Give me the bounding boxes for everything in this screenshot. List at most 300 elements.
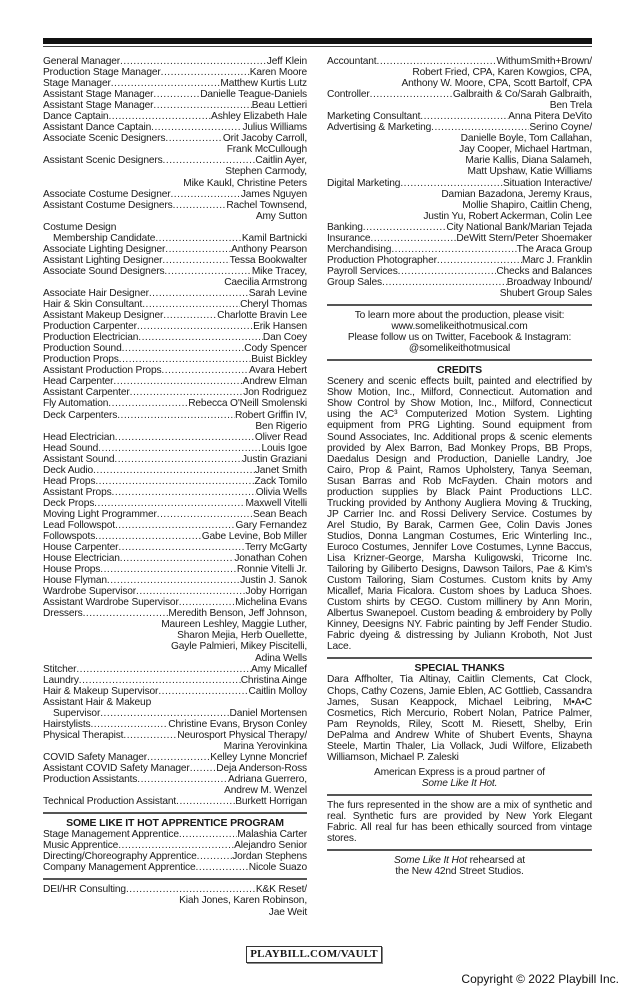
credit-row [43, 465, 307, 476]
credit-role: Banking [327, 221, 363, 233]
credit-name-continued: Ben Trela [549, 100, 592, 112]
credit-role: Wardrobe Supervisor [43, 586, 137, 598]
rehearsed-line-2: the New 42nd Street Studios. [395, 866, 524, 878]
right-column [327, 56, 592, 877]
credit-role: COVID Safety Manager [43, 751, 148, 763]
credit-row [43, 498, 307, 509]
credit-role: House Carpenter [43, 542, 119, 554]
credit-row [43, 476, 307, 487]
dei-list [43, 884, 307, 917]
credit-name-continued: Mike Kaukl, Christine Peters [183, 177, 307, 189]
leader-dots [147, 752, 210, 763]
credit-name: Amy Micallef [251, 663, 307, 675]
credit-row [43, 410, 307, 421]
rehearsed-show-title: Some Like It Hot [393, 855, 467, 867]
credit-name: Kelley Lynne Moncrief [210, 751, 307, 763]
separator [327, 359, 592, 361]
credit-name-continued: Stephen Carmody, [225, 166, 307, 178]
credit-name-continued: Justin Yu, Robert Ackerman, Colin Lee [423, 210, 592, 222]
credit-name: Situation Interactive/ [502, 177, 592, 189]
credit-role: Lead Followspot [43, 519, 115, 531]
credit-role: Fly Automation [43, 398, 109, 410]
credit-name: Olivia Wells [255, 486, 307, 498]
credit-name: Andrew Elman [242, 376, 307, 388]
credit-name-continued: Frank McCullough [226, 144, 307, 156]
credit-row [43, 553, 307, 564]
credit-row [43, 487, 307, 498]
credit-row [327, 122, 592, 133]
credit-row [43, 686, 307, 697]
leader-dots [391, 244, 516, 255]
credit-name: Justin J. Sanok [240, 575, 307, 587]
leader-dots [153, 89, 200, 100]
credit-row [43, 829, 307, 840]
left-column [43, 56, 307, 918]
staff-list-3 [43, 708, 307, 807]
credit-row [43, 597, 307, 608]
credit-name: Gabe Levine, Bob Miller [201, 531, 307, 543]
credit-role: Accountant [327, 56, 377, 67]
leader-dots [157, 509, 253, 520]
leader-dots [79, 675, 241, 686]
credit-role: Production Sound [43, 343, 122, 355]
leader-dots [112, 487, 256, 498]
credit-role: Deck Audio [43, 464, 94, 476]
credit-name: Marc J. Franklin [521, 254, 592, 266]
top-thin-rule [43, 46, 592, 47]
leader-dots [130, 387, 244, 398]
credit-role: Dance Captain [43, 111, 109, 123]
credit-row [43, 56, 307, 67]
credit-row [327, 178, 592, 189]
credit-name: Christine Evans, Bryson Conley [168, 718, 307, 730]
credit-row [43, 189, 307, 200]
credit-name: Matthew Kurtis Lutz [220, 78, 307, 90]
credit-name: Jon Rodriguez [243, 387, 307, 399]
credit-name: WithumSmith+Brown/ [496, 56, 592, 67]
credit-name-continued: Marie Kallis, Diana Salameh, [465, 155, 592, 167]
credit-row [43, 564, 307, 575]
leader-dots [179, 829, 238, 840]
info-line-2: Please follow us on Twitter, Facebook & Instagram: [347, 332, 572, 344]
leader-dots [95, 531, 202, 542]
credit-name: Checks and Balances [496, 265, 592, 277]
rehearsed-text: rehearsed at [466, 855, 525, 867]
leader-dots [100, 708, 229, 719]
credit-role: Assistant Scenic Designers [43, 155, 163, 167]
credit-name: Anthony Pearson [231, 243, 307, 255]
apprentice-list [43, 829, 307, 873]
leader-dots [119, 354, 251, 365]
credit-name: Galbraith & Co/Sarah Galbraith, [452, 89, 592, 101]
special-thanks-heading: SPECIAL THANKS [414, 662, 505, 675]
credit-role: Production Stage Manager [43, 67, 161, 79]
credit-name: Orit Jacoby Carroll, [222, 133, 307, 145]
leader-dots [149, 288, 249, 299]
credit-name: Tessa Bookwalter [229, 254, 307, 266]
leader-dots [115, 432, 255, 443]
credit-row [43, 332, 307, 343]
credit-name: Malashia Carter [237, 829, 307, 841]
leader-dots [137, 321, 253, 332]
credit-row [327, 255, 592, 266]
credit-name: The Araca Group [516, 243, 592, 255]
credit-role: Membership Candidate [53, 232, 156, 244]
separator [327, 304, 592, 306]
credit-role: Followspots [43, 531, 96, 543]
credit-role: Marketing Consultant [327, 111, 421, 123]
credit-role: Stage Manager [43, 78, 111, 90]
separator [327, 794, 592, 796]
credit-row [43, 100, 307, 111]
leader-dots [173, 200, 227, 211]
credit-role: Directing/Choreography Apprentice [43, 851, 197, 863]
credit-name-continued: Ben Rigerio [255, 420, 307, 432]
credit-name-continued: Robert Fried, CPA, Karen Kowgios, CPA, [412, 67, 592, 79]
credit-name-continued: Danielle Boyle, Tom Callahan, [460, 133, 592, 145]
leader-dots [398, 266, 497, 277]
credit-role: Hair & Skin Consultant [43, 299, 143, 311]
credit-row [43, 851, 307, 862]
credit-name: James Nguyen [240, 188, 307, 200]
credit-row [43, 774, 307, 785]
credit-role: Production Photographer [327, 254, 437, 266]
credit-row [43, 133, 307, 144]
leader-dots [155, 233, 242, 244]
credit-row [43, 398, 307, 409]
credit-row [43, 376, 307, 387]
credit-name-continued: Shubert Group Sales [499, 287, 592, 299]
credit-name-continued: Mollie Shapiro, Caitlin Cheng, [462, 199, 592, 211]
credit-name: Jonathan Cohen [234, 553, 307, 565]
credit-name: Daniel Mortensen [229, 707, 307, 719]
credit-role: Associate Scenic Designers [43, 133, 166, 145]
leader-dots [123, 730, 177, 741]
leader-dots [370, 233, 456, 244]
leader-dots [376, 56, 496, 67]
credit-name: Cody Spencer [244, 343, 307, 355]
costume-design-label: Costume Design [43, 221, 117, 233]
credit-name: Cheryl Thomas [240, 299, 307, 311]
credit-name: Justin Graziani [241, 453, 307, 465]
credit-name-continued: Sharon Mejia, Herb Ouellette, [177, 630, 307, 642]
credit-role: Hair & Makeup Supervisor [43, 685, 159, 697]
credit-role: Assistant COVID Safety Manager [43, 763, 190, 774]
credit-row [327, 56, 592, 67]
credit-role: Company Management Apprentice [43, 862, 196, 874]
leader-dots [138, 332, 263, 343]
credit-row [43, 310, 307, 321]
credit-row [327, 233, 592, 244]
credit-role: Insurance [327, 232, 371, 244]
leader-dots [164, 266, 251, 277]
credit-row [43, 443, 307, 454]
credit-row [43, 719, 307, 730]
credit-name: Zack Tomilo [254, 475, 307, 487]
credit-name: Nicole Suazo [248, 862, 307, 874]
credit-row [327, 266, 592, 277]
credit-role: Supervisor [53, 707, 101, 719]
credit-role: Associate Costume Designer [43, 188, 171, 200]
credit-name: Burkett Horrigan [235, 796, 307, 808]
credit-name: Ronnie Vitelli Jr. [236, 564, 307, 576]
amex-line: American Express is a proud partner of [374, 766, 545, 778]
credit-name: Beau Lettieri [251, 100, 307, 112]
credit-role: Production Assistants [43, 774, 138, 786]
credit-row [43, 78, 307, 89]
credit-role: Assistant Carpenter [43, 387, 130, 399]
leader-dots [122, 343, 245, 354]
staff-list-right [327, 56, 592, 299]
leader-dots [151, 122, 242, 133]
credit-row [43, 321, 307, 332]
credit-role: Production Electrician [43, 332, 139, 344]
amex-show-title: Some Like It Hot. [421, 777, 498, 789]
credit-row [43, 288, 307, 299]
leader-dots [120, 553, 235, 564]
playbill-vault-link[interactable]: PLAYBILL.COM/VAULT [246, 946, 382, 963]
credit-name: Michelina Evans [235, 597, 307, 609]
credit-role: Assistant Wardrobe Supervisor [43, 597, 179, 609]
credit-row [43, 244, 307, 255]
credit-row [43, 432, 307, 443]
credit-name: Sarah Levine [248, 287, 307, 299]
credit-role: Assistant Costume Designers [43, 199, 173, 211]
credit-role: Technical Production Assistant [43, 796, 177, 808]
credit-name: Terry McGarty [244, 542, 307, 554]
leader-dots [197, 851, 233, 862]
credit-role: Head Carpenter [43, 376, 114, 388]
credit-row [327, 222, 592, 233]
leader-dots [179, 597, 235, 608]
credit-role: Group Sales [327, 276, 382, 288]
credit-role: Stitcher [43, 663, 77, 675]
credit-role: Assistant Props [43, 486, 112, 498]
credit-name: Julius Williams [242, 122, 307, 134]
credit-name: Christina Ainge [240, 674, 307, 686]
credit-name: Kamil Bartnicki [241, 232, 307, 244]
credit-role: Digital Marketing [327, 177, 401, 189]
credit-role: Advertising & Marketing [327, 122, 432, 134]
credit-row [43, 509, 307, 520]
credit-role: Associate Hair Designer [43, 287, 149, 299]
leader-dots [162, 255, 229, 266]
credit-row [43, 255, 307, 266]
credit-name: Rebecca O'Neill Smolenski [188, 398, 307, 410]
leader-dots [108, 398, 188, 409]
credit-name: Janet Smith [254, 464, 307, 476]
credit-role: Assistant Sound [43, 453, 115, 465]
leader-dots [90, 719, 168, 730]
credit-role: Laundry [43, 674, 79, 686]
credit-name: Broadway Inbound/ [506, 276, 592, 288]
leader-dots [382, 277, 507, 288]
leader-dots [83, 608, 169, 619]
credit-name-continued: Caecilia Armstrong [224, 276, 307, 288]
staff-list-2-first [43, 233, 307, 697]
credit-name-continued: Amy Sutton [255, 210, 307, 222]
leader-dots [113, 376, 242, 387]
leader-dots [114, 454, 241, 465]
leader-dots [93, 465, 255, 476]
separator [43, 812, 307, 814]
credit-role: Head Sound [43, 442, 99, 454]
credit-row [43, 796, 307, 807]
credit-name-continued: Marina Yerovinkina [223, 740, 307, 752]
credit-row [327, 244, 592, 255]
credit-name-continued: Jay Cooper, Michael Hartman, [459, 144, 592, 156]
credit-name: Serino Coyne/ [529, 122, 592, 134]
credit-row [43, 840, 307, 851]
credit-row [43, 67, 307, 78]
credit-row [43, 664, 307, 675]
credit-role: Dressers [43, 608, 83, 620]
credit-name: Mike Tracey, [251, 265, 307, 277]
credit-name: Joby Horrigan [245, 586, 307, 598]
credit-row [43, 233, 307, 244]
website-link[interactable]: www.somelikeithotmusical.com [391, 321, 528, 333]
credit-row [43, 608, 307, 619]
credit-role: House Props [43, 564, 101, 576]
credit-name: Anna Pitera DeVito [508, 111, 592, 123]
leader-dots [190, 763, 217, 774]
leader-dots [165, 244, 231, 255]
credit-name-continued: Kiah Jones, Karen Robinson, [179, 895, 307, 907]
special-thanks-text: Dara Affholter, Tia Altinay, Caitlin Clements, Cat Clock, Chops, Cathy Cozens, Jamie Eblen, AC Gottlieb, Cassandra James, Susan Keappock, Michael Leibring, M•A•C Cosmetics, Rich Mercurio, Robert Nolan, Patrice Palmer, Pam Reynolds, Riley, Scott M. Riesett, Shelby, Erin DePalma and Andrew White of Shubert Events, Shayna Steele, Martin Thaler, Lia Vollack, Judi Wilfore, Elizabeth Williamson, Michael P. Zaleski [327, 674, 592, 763]
leader-dots [163, 155, 256, 166]
leader-dots [142, 299, 240, 310]
credit-role: General Manager [43, 56, 121, 67]
credit-row [327, 111, 592, 122]
leader-dots [95, 476, 254, 487]
credit-row [43, 266, 307, 277]
leader-dots [158, 686, 248, 697]
leader-dots [400, 178, 503, 189]
credit-role: House Flyman [43, 575, 107, 587]
credit-role: Controller [327, 89, 370, 101]
credit-row [327, 277, 592, 288]
credit-name-continued: Anthony W. Moore, CPA, Scott Bartolf, CPA [401, 78, 592, 90]
credit-role: Associate Lighting Designer [43, 243, 166, 255]
credit-name-continued: Gayle Palmieri, Mikey Piscitelli, [170, 641, 307, 653]
leader-dots [161, 365, 249, 376]
credit-row [43, 387, 307, 398]
leader-dots [161, 67, 250, 78]
credit-row [43, 200, 307, 211]
leader-dots [115, 520, 236, 531]
credit-role: Stage Management Apprentice [43, 829, 179, 841]
credit-row [43, 111, 307, 122]
credit-role: Assistant Dance Captain [43, 122, 152, 134]
credit-name: Louis Igoe [261, 442, 307, 454]
leader-dots [165, 133, 222, 144]
credit-name: Rachel Townsend, [226, 199, 307, 211]
leader-dots [126, 884, 256, 895]
asst-hair-label: Assistant Hair & Makeup [43, 696, 152, 708]
credit-name: Oliver Read [254, 431, 307, 443]
credit-role: Hairstylists [43, 718, 91, 730]
credit-name: Danielle Teague-Daniels [200, 89, 307, 101]
credit-name: Ashley Elizabeth Hale [211, 111, 307, 123]
credit-row [43, 531, 307, 542]
credit-name-continued: Matt Upshaw, Katie Williams [467, 166, 592, 178]
rehearsed-line-1 [327, 855, 592, 866]
credit-row [43, 884, 307, 895]
credit-name: Meredith Benson, Jeff Johnson, [168, 608, 307, 620]
credit-name: Charlotte Bravin Lee [217, 310, 307, 322]
credit-name: DeWitt Stern/Peter Shoemaker [456, 232, 592, 244]
leader-dots [153, 100, 251, 111]
credit-role: Production Carpenter [43, 321, 137, 333]
credit-row [43, 89, 307, 100]
credit-row [43, 575, 307, 586]
leader-dots [108, 111, 211, 122]
credit-name: Karen Moore [249, 67, 307, 79]
credit-name-continued: Andrew M. Wenzel [224, 785, 307, 797]
credit-name: Avara Hebert [248, 365, 307, 377]
credit-name: Adriana Guerrero, [228, 774, 307, 786]
credit-name-continued: Maureen Leshley, Maggie Luther, [161, 619, 307, 631]
leader-dots [76, 664, 251, 675]
credit-role: Production Props [43, 354, 119, 366]
credit-name: Deja Anderson-Ross [216, 763, 307, 774]
leader-dots [176, 796, 235, 807]
leader-dots [170, 189, 240, 200]
copyright-notice: Copyright © 2022 Playbill Inc. [461, 972, 619, 986]
leader-dots [117, 410, 235, 421]
credit-name: Buist Bickley [251, 354, 307, 366]
credit-row [43, 730, 307, 741]
credit-name: Robert Griffin IV, [234, 409, 307, 421]
leader-dots [100, 564, 237, 575]
leader-dots [363, 222, 447, 233]
credit-role: Assistant Makeup Designer [43, 310, 164, 322]
credit-row [43, 122, 307, 133]
credit-name: Jeff Klein [266, 56, 307, 67]
credit-role: Merchandising [327, 243, 392, 255]
leader-dots [107, 575, 240, 586]
leader-dots [370, 89, 453, 100]
info-line-1: To learn more about the production, please visit: [354, 310, 565, 322]
credit-name: Neurosport Physical Therapy/ [177, 729, 307, 741]
credit-role: Deck Carpenters [43, 409, 118, 421]
credit-row [43, 675, 307, 686]
credit-row [43, 763, 307, 774]
credit-role: Deck Props [43, 497, 95, 509]
leader-dots [137, 774, 228, 785]
credit-name: Caitlin Molloy [248, 685, 307, 697]
social-handle: @somelikeithotmusical [408, 343, 511, 355]
leader-dots [94, 498, 245, 509]
credits-heading: CREDITS [436, 364, 483, 377]
apprentice-heading: SOME LIKE IT HOT APPRENTICE PROGRAM [66, 817, 284, 830]
credit-row [43, 862, 307, 873]
credit-role: House Electrician [43, 553, 120, 565]
credit-name: Alejandro Senior [234, 840, 307, 852]
credit-row [43, 343, 307, 354]
credit-row [43, 520, 307, 531]
credit-name-continued: Adina Wells [255, 652, 307, 664]
leader-dots [118, 840, 234, 851]
furs-text: The furs represented in the show are a mix of synthetic and real. Synthetic furs are provided by New York Elegant Fabric. All real fur has been ethically sourced from vintage stores. [327, 799, 592, 845]
credit-role: Payroll Services [327, 265, 398, 277]
credit-role: Physical Therapist [43, 729, 124, 741]
credit-row [43, 155, 307, 166]
credit-role: Assistant Lighting Designer [43, 254, 163, 266]
credit-name: Sean Beach [252, 508, 307, 520]
credit-row [43, 708, 307, 719]
credit-name: Jordan Stephens [232, 851, 307, 863]
